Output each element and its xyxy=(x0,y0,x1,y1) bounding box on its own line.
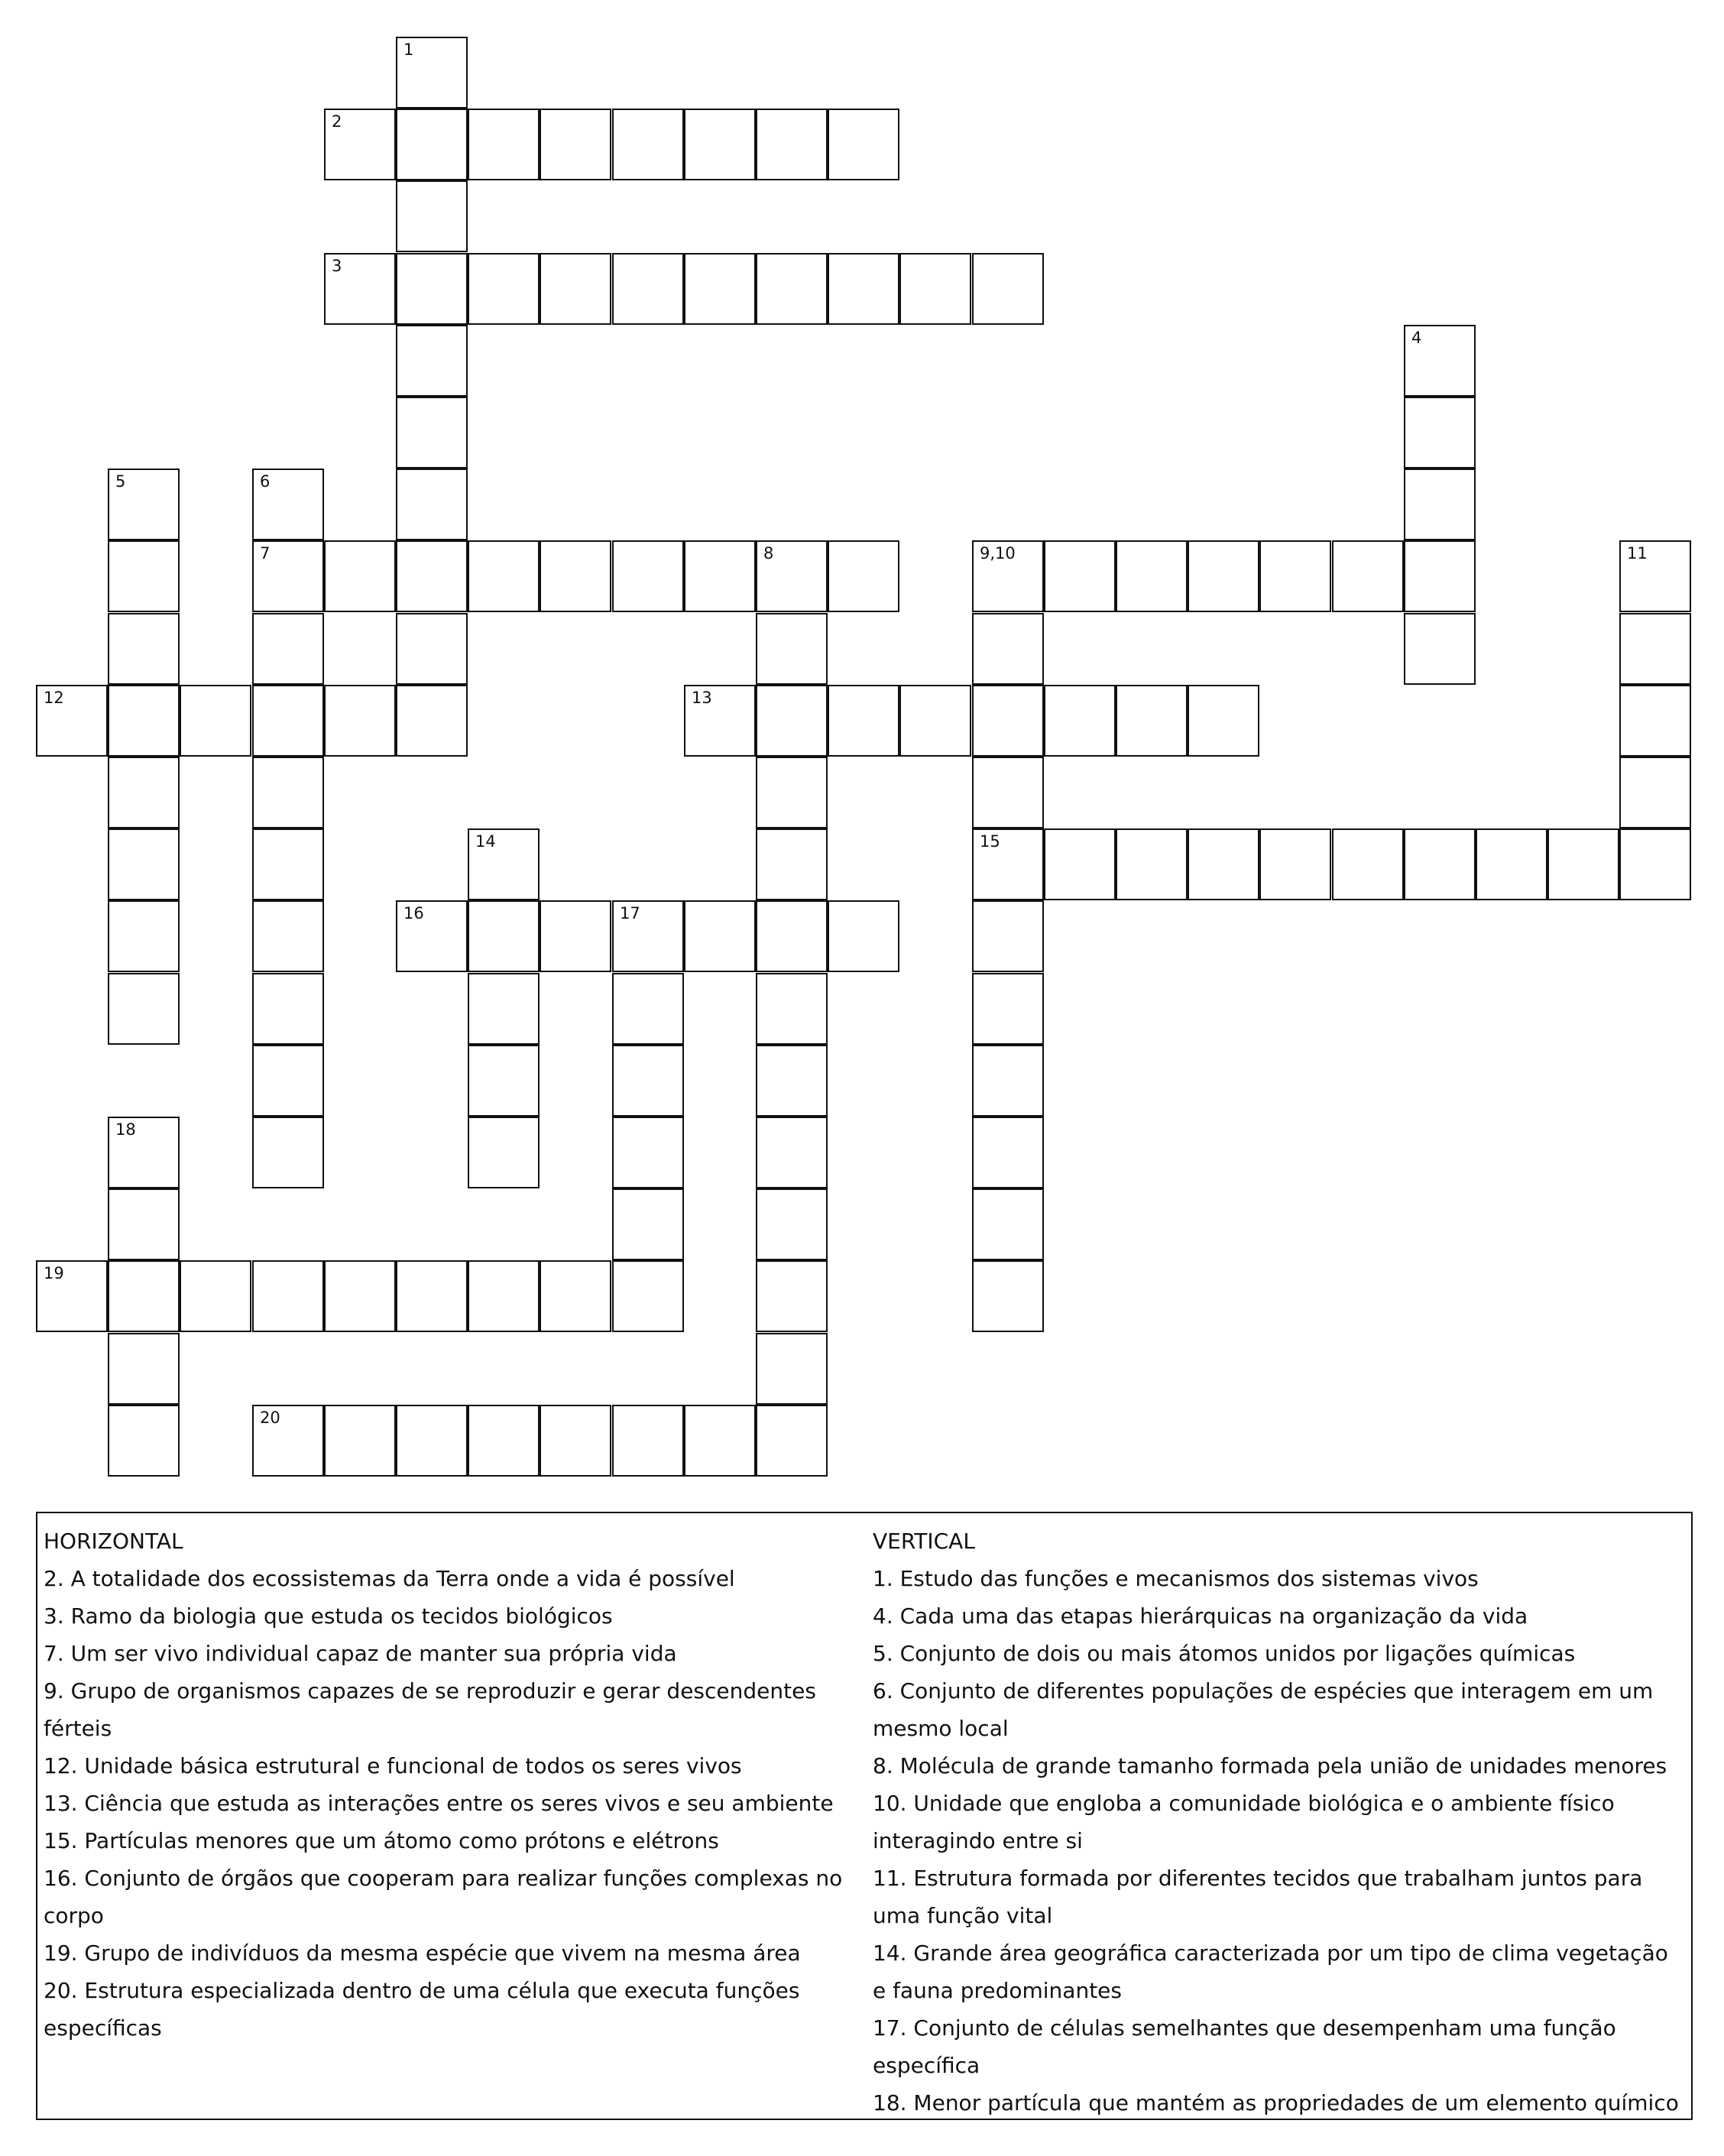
grid-cell[interactable] xyxy=(1404,325,1476,397)
horizontal-clues-title: HORIZONTAL xyxy=(44,1529,183,1554)
grid-cell[interactable] xyxy=(972,973,1044,1045)
grid-cell[interactable] xyxy=(972,900,1044,972)
clue-horizontal-16: 16. Conjunto de órgãos que cooperam para realizar funções complexas no corpo xyxy=(44,1866,843,1928)
clue-number: 1 xyxy=(403,41,414,59)
grid-cell[interactable] xyxy=(756,109,828,180)
grid-cell[interactable] xyxy=(972,613,1044,685)
grid-cell[interactable] xyxy=(108,540,180,612)
grid-cell[interactable] xyxy=(756,685,828,757)
grid-cell[interactable] xyxy=(468,109,540,180)
grid-cell[interactable] xyxy=(540,1405,611,1477)
grid-cell[interactable] xyxy=(540,540,611,612)
grid-cell[interactable] xyxy=(468,540,540,612)
grid-cell[interactable] xyxy=(252,973,324,1045)
grid-cell[interactable] xyxy=(1404,613,1476,685)
clue-number: 18 xyxy=(115,1120,136,1139)
grid-cell[interactable] xyxy=(972,1188,1044,1260)
clue-horizontal-2: 2. A totalidade dos ecossistemas da Terra onde a vida é possível xyxy=(44,1566,735,1591)
grid-cell[interactable] xyxy=(252,900,324,972)
grid-cell[interactable] xyxy=(828,540,899,612)
grid-cell[interactable] xyxy=(108,1333,180,1405)
grid-cell[interactable] xyxy=(1188,540,1259,612)
grid-cell[interactable] xyxy=(1044,685,1116,757)
clue-number: 20 xyxy=(260,1409,280,1427)
grid-cell[interactable] xyxy=(468,828,540,900)
grid-cell[interactable] xyxy=(468,1045,540,1117)
grid-cell[interactable] xyxy=(1619,757,1691,828)
grid-cell[interactable] xyxy=(396,613,468,685)
grid-cell[interactable] xyxy=(324,1260,396,1332)
grid-cell[interactable] xyxy=(108,468,180,540)
clue-number: 15 xyxy=(980,832,1000,851)
clue-number: 13 xyxy=(692,689,712,707)
vertical-clues-column xyxy=(873,1522,1683,2122)
grid-cell[interactable] xyxy=(1404,397,1476,468)
grid-cell[interactable] xyxy=(756,828,828,900)
grid-cell[interactable] xyxy=(612,1260,684,1332)
grid-cell[interactable] xyxy=(1259,828,1331,900)
grid-cell[interactable] xyxy=(612,973,684,1045)
grid-cell[interactable] xyxy=(324,685,396,757)
grid-cell[interactable] xyxy=(540,109,611,180)
grid-cell[interactable] xyxy=(1619,685,1691,757)
clue-number: 16 xyxy=(403,904,424,922)
clue-horizontal-19: 19. Grupo de indivíduos da mesma espécie que vivem na mesma área xyxy=(44,1940,801,1966)
clue-horizontal-9: 9. Grupo de organismos capazes de se reproduzir e gerar descendentes férteis xyxy=(44,1678,816,1741)
grid-cell[interactable] xyxy=(108,1405,180,1477)
grid-cell[interactable] xyxy=(972,1260,1044,1332)
grid-cell[interactable] xyxy=(1619,540,1691,612)
grid-cell[interactable] xyxy=(612,253,684,325)
grid-cell[interactable] xyxy=(899,253,971,325)
grid-cell[interactable] xyxy=(972,828,1044,900)
grid-cell[interactable] xyxy=(1332,828,1404,900)
grid-cell[interactable] xyxy=(540,1260,611,1332)
clue-horizontal-13: 13. Ciência que estuda as interações entre os seres vivos e seu ambiente xyxy=(44,1791,834,1816)
grid-cell[interactable] xyxy=(108,828,180,900)
grid-cell[interactable] xyxy=(972,1117,1044,1188)
grid-cell[interactable] xyxy=(756,1405,828,1477)
grid-cell[interactable] xyxy=(468,1260,540,1332)
grid-cell[interactable] xyxy=(252,828,324,900)
grid-cell[interactable] xyxy=(972,685,1044,757)
grid-cell[interactable] xyxy=(540,900,611,972)
clue-number: 14 xyxy=(475,832,496,851)
grid-cell[interactable] xyxy=(108,1188,180,1260)
clue-number: 6 xyxy=(260,472,271,491)
grid-cell[interactable] xyxy=(684,900,756,972)
clue-vertical-8: 8. Molécula de grande tamanho formada pela união de unidades menores xyxy=(873,1753,1667,1778)
grid-cell[interactable] xyxy=(396,468,468,540)
clue-horizontal-20: 20. Estrutura especializada dentro de uma célula que executa funções específicas xyxy=(44,1978,800,2041)
grid-cell[interactable] xyxy=(108,685,180,757)
clue-number: 11 xyxy=(1627,544,1648,563)
grid-cell[interactable] xyxy=(1476,828,1547,900)
grid-cell[interactable] xyxy=(972,757,1044,828)
grid-cell[interactable] xyxy=(1619,613,1691,685)
clue-horizontal-15: 15. Partículas menores que um átomo como prótons e elétrons xyxy=(44,1828,719,1853)
clue-number: 17 xyxy=(620,904,640,922)
grid-cell[interactable] xyxy=(180,685,251,757)
grid-cell[interactable] xyxy=(324,540,396,612)
grid-cell[interactable] xyxy=(612,900,684,972)
grid-cell[interactable] xyxy=(1116,685,1188,757)
grid-cell[interactable] xyxy=(396,1260,468,1332)
grid-cell[interactable] xyxy=(756,253,828,325)
grid-cell[interactable] xyxy=(756,1333,828,1405)
clue-number: 3 xyxy=(332,257,342,275)
grid-cell[interactable] xyxy=(1116,828,1188,900)
clue-number: 5 xyxy=(115,472,126,491)
grid-cell[interactable] xyxy=(828,900,899,972)
grid-cell[interactable] xyxy=(612,1188,684,1260)
grid-cell[interactable] xyxy=(1044,540,1116,612)
grid-cell[interactable] xyxy=(612,109,684,180)
grid-cell[interactable] xyxy=(684,253,756,325)
grid-cell[interactable] xyxy=(36,685,108,757)
grid-cell[interactable] xyxy=(684,1405,756,1477)
clue-number: 7 xyxy=(260,544,271,563)
grid-cell[interactable] xyxy=(540,253,611,325)
grid-cell[interactable] xyxy=(396,900,468,972)
grid-cell[interactable] xyxy=(612,1045,684,1117)
grid-cell[interactable] xyxy=(468,1405,540,1477)
grid-cell[interactable] xyxy=(108,757,180,828)
grid-cell[interactable] xyxy=(1619,828,1691,900)
clue-vertical-18: 18. Menor partícula que mantém as propriedades de um elemento químico xyxy=(873,2090,1679,2115)
grid-cell[interactable] xyxy=(252,757,324,828)
grid-cell[interactable] xyxy=(1188,685,1259,757)
grid-cell[interactable] xyxy=(108,1117,180,1188)
grid-cell[interactable] xyxy=(252,1260,324,1332)
grid-cell[interactable] xyxy=(828,685,899,757)
clue-vertical-5: 5. Conjunto de dois ou mais átomos unidos por ligações químicas xyxy=(873,1641,1576,1666)
grid-cell[interactable] xyxy=(612,540,684,612)
grid-cell[interactable] xyxy=(396,397,468,468)
horizontal-clues-column xyxy=(44,1522,865,2047)
grid-cell[interactable] xyxy=(396,180,468,252)
grid-cell[interactable] xyxy=(756,973,828,1045)
grid-cell[interactable] xyxy=(972,540,1044,612)
clue-vertical-6: 6. Conjunto de diferentes populações de espécies que interagem em um mesmo local xyxy=(873,1678,1654,1741)
grid-cell[interactable] xyxy=(684,685,756,757)
clue-vertical-1: 1. Estudo das funções e mecanismos dos sistemas vivos xyxy=(873,1566,1479,1591)
grid-cell[interactable] xyxy=(324,253,396,325)
grid-cell[interactable] xyxy=(252,1117,324,1188)
grid-cell[interactable] xyxy=(252,540,324,612)
clue-vertical-11: 11. Estrutura formada por diferentes tecidos que trabalham juntos para uma função vital xyxy=(873,1866,1643,1928)
clue-number: 9,10 xyxy=(980,544,1016,563)
grid-cell[interactable] xyxy=(468,1117,540,1188)
clue-vertical-17: 17. Conjunto de células semelhantes que desempenham uma função específica xyxy=(873,2015,1616,2078)
clue-number: 19 xyxy=(44,1264,64,1282)
clues-box xyxy=(36,1512,1693,2120)
grid-cell[interactable] xyxy=(108,900,180,972)
clue-vertical-10: 10. Unidade que engloba a comunidade biológica e o ambiente físico interagindo entre si xyxy=(873,1791,1615,1853)
vertical-clues-title: VERTICAL xyxy=(873,1529,975,1554)
grid-cell[interactable] xyxy=(756,1117,828,1188)
grid-cell[interactable] xyxy=(756,1260,828,1332)
grid-cell[interactable] xyxy=(828,109,899,180)
grid-cell[interactable] xyxy=(252,613,324,685)
grid-cell[interactable] xyxy=(252,1405,324,1477)
grid-cell[interactable] xyxy=(612,1405,684,1477)
grid-cell[interactable] xyxy=(756,540,828,612)
clue-horizontal-12: 12. Unidade básica estrutural e funcional de todos os seres vivos xyxy=(44,1753,742,1778)
grid-cell[interactable] xyxy=(396,325,468,397)
clue-number: 2 xyxy=(332,112,342,131)
clue-number: 4 xyxy=(1411,329,1422,347)
grid-cell[interactable] xyxy=(396,1405,468,1477)
grid-cell[interactable] xyxy=(396,540,468,612)
grid-cell[interactable] xyxy=(108,1260,180,1332)
grid-cell[interactable] xyxy=(324,1405,396,1477)
grid-cell[interactable] xyxy=(756,613,828,685)
grid-cell[interactable] xyxy=(1188,828,1259,900)
clue-vertical-4: 4. Cada uma das etapas hierárquicas na organização da vida xyxy=(873,1603,1528,1629)
grid-cell[interactable] xyxy=(756,1188,828,1260)
grid-cell[interactable] xyxy=(180,1260,251,1332)
clue-number: 8 xyxy=(763,544,774,563)
grid-cell[interactable] xyxy=(396,109,468,180)
grid-cell[interactable] xyxy=(468,253,540,325)
grid-cell[interactable] xyxy=(828,253,899,325)
grid-cell[interactable] xyxy=(899,685,971,757)
grid-cell[interactable] xyxy=(1116,540,1188,612)
grid-cell[interactable] xyxy=(972,253,1044,325)
grid-cell[interactable] xyxy=(252,468,324,540)
clue-vertical-14: 14. Grande área geográfica caracterizada por um tipo de clima vegetação e fauna predominantes xyxy=(873,1940,1668,2003)
grid-cell[interactable] xyxy=(252,685,324,757)
grid-cell[interactable] xyxy=(108,973,180,1045)
grid-cell[interactable] xyxy=(1547,828,1619,900)
grid-cell[interactable] xyxy=(1259,540,1331,612)
grid-cell[interactable] xyxy=(756,1045,828,1117)
clue-horizontal-7: 7. Um ser vivo individual capaz de manter sua própria vida xyxy=(44,1641,677,1666)
grid-cell[interactable] xyxy=(396,253,468,325)
grid-cell[interactable] xyxy=(324,109,396,180)
grid-cell[interactable] xyxy=(108,613,180,685)
grid-cell[interactable] xyxy=(396,685,468,757)
grid-cell[interactable] xyxy=(756,900,828,972)
clue-number: 12 xyxy=(44,689,64,707)
grid-cell[interactable] xyxy=(468,973,540,1045)
clue-horizontal-3: 3. Ramo da biologia que estuda os tecidos biológicos xyxy=(44,1603,613,1629)
grid-cell[interactable] xyxy=(36,1260,108,1332)
grid-cell[interactable] xyxy=(612,1117,684,1188)
grid-cell[interactable] xyxy=(972,1045,1044,1117)
grid-cell[interactable] xyxy=(1044,828,1116,900)
grid-cell[interactable] xyxy=(396,37,468,109)
grid-cell[interactable] xyxy=(684,109,756,180)
grid-cell[interactable] xyxy=(684,540,756,612)
grid-cell[interactable] xyxy=(252,1045,324,1117)
grid-cell[interactable] xyxy=(1404,828,1476,900)
grid-cell[interactable] xyxy=(756,757,828,828)
grid-cell[interactable] xyxy=(468,900,540,972)
grid-cell[interactable] xyxy=(1404,468,1476,540)
grid-cell[interactable] xyxy=(1404,540,1476,612)
grid-cell[interactable] xyxy=(1332,540,1404,612)
